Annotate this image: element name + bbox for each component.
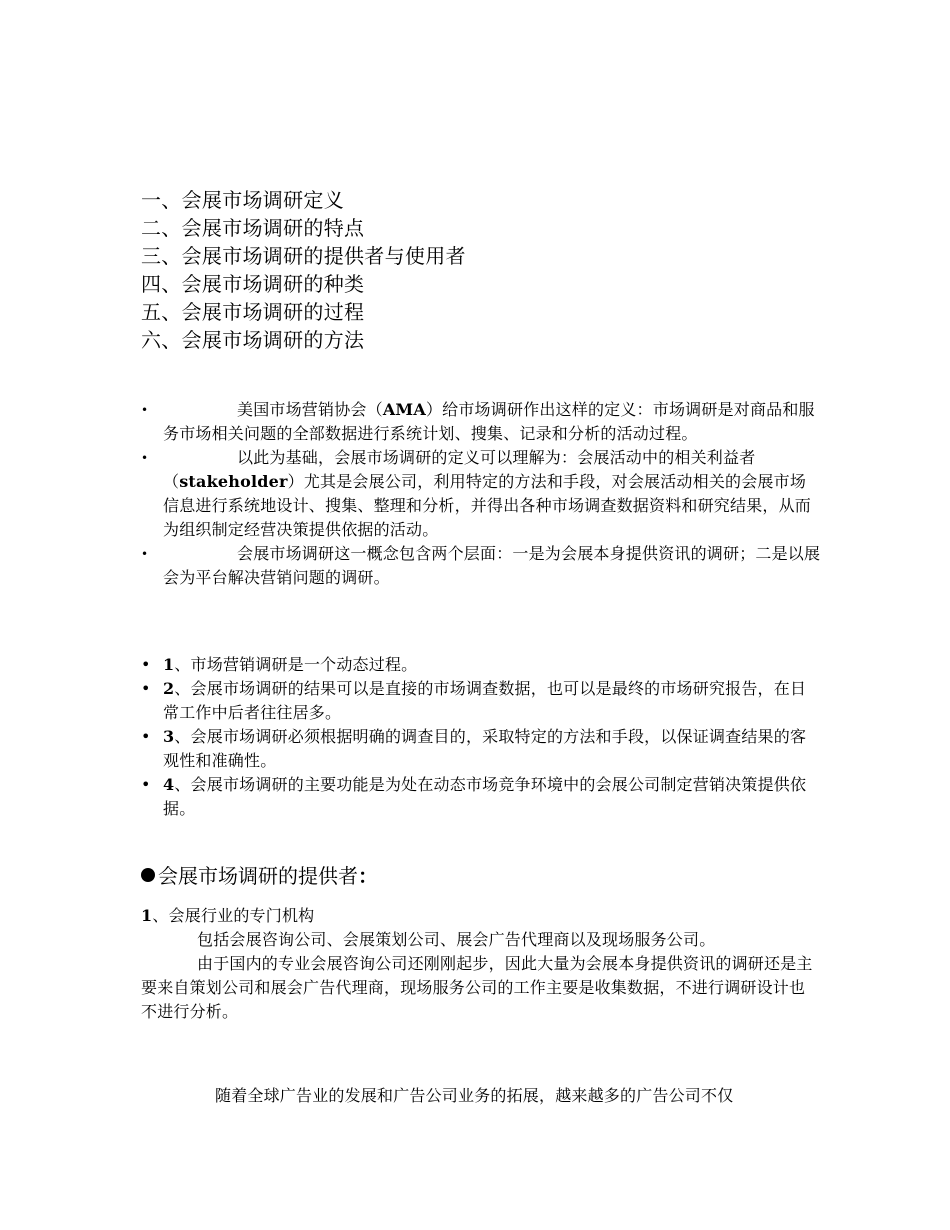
feature-bullet-item (141, 653, 821, 677)
item-number: 2 (163, 679, 175, 698)
bullet-marker: • (141, 403, 149, 417)
table-of-contents (141, 186, 841, 354)
feature-text (163, 773, 821, 821)
subsection-title (141, 904, 813, 928)
feature-bullet-item (141, 773, 821, 821)
toc-item: 六、会展市场调研的方法 (141, 328, 365, 352)
definition-bullet-item (141, 446, 821, 542)
subsection-title-text: 、会展行业的专门机构 (152, 906, 315, 925)
paragraph: 包括会展咨询公司、会展策划公司、展会广告代理商以及现场服务公司。 (197, 930, 716, 949)
paragraph: 由于国内的专业会展咨询公司还刚刚起步，因此大量为会展本身提供资讯的调研还是主要来自策划公司和展会广告代理商，现场服务公司的工作主要是收集数据，不进行调研设计也不进行分析。 (141, 954, 813, 1021)
toc-item: 四、会展市场调研的种类 (141, 272, 365, 296)
text-segment: 、会展市场调研必须根据明确的调查目的，采取特定的方法和手段，以保证调查结果的客观性和准确性。 (163, 727, 807, 770)
bullet-marker: • (141, 679, 151, 698)
bullet-marker: • (141, 451, 149, 465)
paragraph: 随着全球广告业的发展和广告公司业务的拓展，越来越多的广告公司不仅 (215, 1086, 734, 1105)
feature-text (163, 725, 821, 773)
heading-text: 会展市场调研的提供者 (158, 864, 358, 888)
text-segment: ）尤其是会展公司，利用特定的方法和手段，对会展活动相关的会展市场信息进行系统地设计、搜集、整理和分析，并得出各种市场调查数据资料和研究结果，从而为组织制定经营决策提供依据的活动。 (163, 472, 812, 539)
text-segment: ）给市场调研作出这样的定义：市场调研是对商品和服务市场相关问题的全部数据进行系统计划、搜集、记录和分析的活动过程。 (163, 400, 815, 443)
bold-term: AMA (382, 400, 426, 419)
bullet-marker: • (141, 547, 149, 561)
definition-bullet-list (141, 398, 821, 590)
definition-text (163, 398, 821, 446)
item-number: 1 (163, 655, 175, 674)
text-segment: 会展市场调研这一概念包含两个层面：一是为会展本身提供资讯的调研；二是以展会为平台解决营销问题的调研。 (163, 544, 821, 587)
feature-text (163, 653, 821, 677)
bullet-marker: • (141, 727, 151, 746)
provider-section (141, 904, 813, 1024)
text-segment: 、会展市场调研的主要功能是为处在动态市场竞争环境中的会展公司制定营销决策提供依据。 (163, 775, 807, 818)
toc-item: 二、会展市场调研的特点 (141, 216, 365, 240)
bullet-marker: • (141, 655, 151, 674)
toc-item: 五、会展市场调研的过程 (141, 300, 365, 324)
item-number: 4 (163, 775, 175, 794)
feature-bullet-list (141, 653, 821, 821)
section-heading (141, 862, 378, 890)
heading-bullet-icon (141, 868, 155, 882)
definition-text (163, 542, 821, 590)
bold-term: stakeholder (179, 472, 288, 491)
definition-text (163, 446, 821, 542)
feature-text (163, 677, 821, 725)
subsection-number: 1 (141, 906, 153, 925)
text-segment: 、会展市场调研的结果可以是直接的市场调查数据，也可以是最终的市场研究报告，在日常工作中后者往往居多。 (163, 679, 807, 722)
definition-bullet-item (141, 542, 821, 590)
heading-colon: ： (358, 864, 378, 888)
text-segment: 美国市场营销协会（ (237, 400, 383, 419)
text-segment: 、市场营销调研是一个动态过程。 (174, 655, 418, 674)
feature-bullet-item (141, 677, 821, 725)
toc-item: 一、会展市场调研定义 (141, 188, 344, 212)
bullet-marker: • (141, 775, 151, 794)
item-number: 3 (163, 727, 175, 746)
toc-item: 三、会展市场调研的提供者与使用者 (141, 244, 466, 268)
text-segment: 以此为基础，会展市场调研的定义可以理解为：会展活动中的相关利益者（ (163, 448, 756, 491)
definition-bullet-item (141, 398, 821, 446)
feature-bullet-item (141, 725, 821, 773)
